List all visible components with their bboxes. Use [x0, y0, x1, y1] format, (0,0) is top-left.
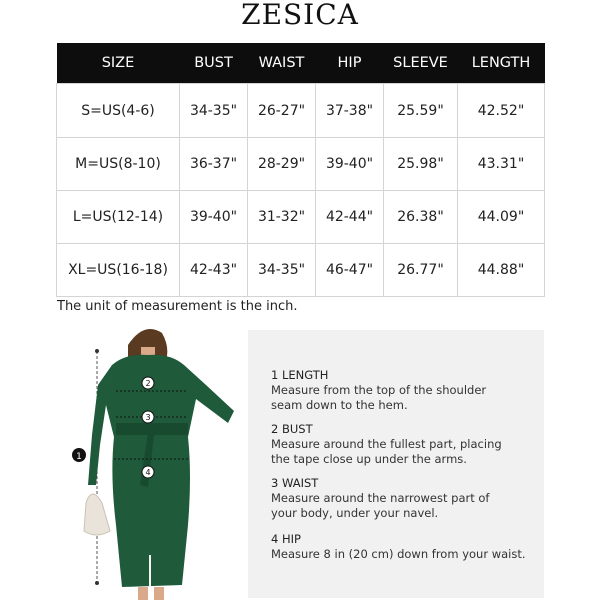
belt-shape: [116, 423, 188, 435]
table-row: [57, 191, 545, 244]
cell-size: M=US(8-10): [57, 138, 180, 191]
marker-waist: [142, 411, 154, 423]
cell-hip: 46-47": [316, 244, 384, 297]
dress-shape: [88, 355, 234, 587]
cell-hip: 37-38": [316, 84, 384, 138]
guide-waist-line2: your body, under your navel.: [271, 506, 439, 520]
guide-hip: [271, 532, 526, 562]
cell-hip: 39-40": [316, 138, 384, 191]
header-bust: BUST: [180, 43, 248, 84]
header-hip: HIP: [316, 43, 384, 84]
svg-text:3: 3: [145, 413, 151, 422]
length-guide-top-dot: [95, 349, 99, 353]
guide-waist-title: 3 WAIST: [271, 476, 319, 490]
cell-waist: 34-35": [248, 244, 316, 297]
svg-text:2: 2: [145, 379, 151, 388]
svg-text:4: 4: [145, 468, 151, 477]
unit-note: The unit of measurement is the inch.: [57, 299, 298, 314]
leg-right: [154, 587, 164, 600]
table-header-row: [57, 43, 545, 84]
header-length: LENGTH: [458, 43, 545, 84]
cell-sleeve: 26.38": [384, 191, 458, 244]
cell-waist: 31-32": [248, 191, 316, 244]
guide-waist: [271, 476, 489, 521]
guide-hip-title: 4 HIP: [271, 532, 301, 546]
cell-size: L=US(12-14): [57, 191, 180, 244]
guide-length-line2: seam down to the hem.: [271, 398, 408, 412]
model-figure: [56, 325, 252, 600]
header-size: SIZE: [57, 43, 180, 84]
cell-bust: 36-37": [180, 138, 248, 191]
size-chart-table: [56, 43, 545, 297]
header-sleeve: SLEEVE: [384, 43, 458, 84]
guide-length-title: 1 LENGTH: [271, 368, 329, 382]
marker-hip: [142, 466, 154, 478]
cell-length: 43.31": [458, 138, 545, 191]
guide-waist-line1: Measure around the narrowest part of: [271, 491, 490, 505]
cell-waist: 26-27": [248, 84, 316, 138]
measurement-guide-panel: [248, 330, 544, 598]
svg-text:1: 1: [76, 452, 82, 462]
cell-waist: 28-29": [248, 138, 316, 191]
marker-length: [72, 448, 86, 462]
guide-bust-title: 2 BUST: [271, 422, 313, 436]
cell-size: XL=US(16-18): [57, 244, 180, 297]
guide-length: [271, 368, 486, 413]
cell-sleeve: 26.77": [384, 244, 458, 297]
cell-hip: 42-44": [316, 191, 384, 244]
guide-bust-line1: Measure around the fullest part, placing: [271, 437, 502, 451]
handbag-shape: [84, 494, 110, 535]
cell-bust: 42-43": [180, 244, 248, 297]
guide-bust-line2: the tape close up under the arms.: [271, 452, 467, 466]
cell-length: 44.88": [458, 244, 545, 297]
guide-bust: [271, 422, 502, 467]
cell-bust: 39-40": [180, 191, 248, 244]
cell-sleeve: 25.98": [384, 138, 458, 191]
leg-left: [138, 587, 148, 600]
guide-hip-line1: Measure 8 in (20 cm) down from your waist.: [271, 547, 526, 561]
cell-bust: 34-35": [180, 84, 248, 138]
cell-size: S=US(4-6): [57, 84, 180, 138]
table-row: [57, 138, 545, 191]
table-row: [57, 84, 545, 138]
cell-length: 44.09": [458, 191, 545, 244]
header-waist: WAIST: [248, 43, 316, 84]
cell-length: 42.52": [458, 84, 545, 138]
table-row: [57, 244, 545, 297]
guide-length-line1: Measure from the top of the shoulder: [271, 383, 487, 397]
marker-bust: [142, 377, 154, 389]
brand-logo: ZESICA: [241, 0, 359, 31]
cell-sleeve: 25.59": [384, 84, 458, 138]
length-guide-bottom-dot: [95, 581, 99, 585]
